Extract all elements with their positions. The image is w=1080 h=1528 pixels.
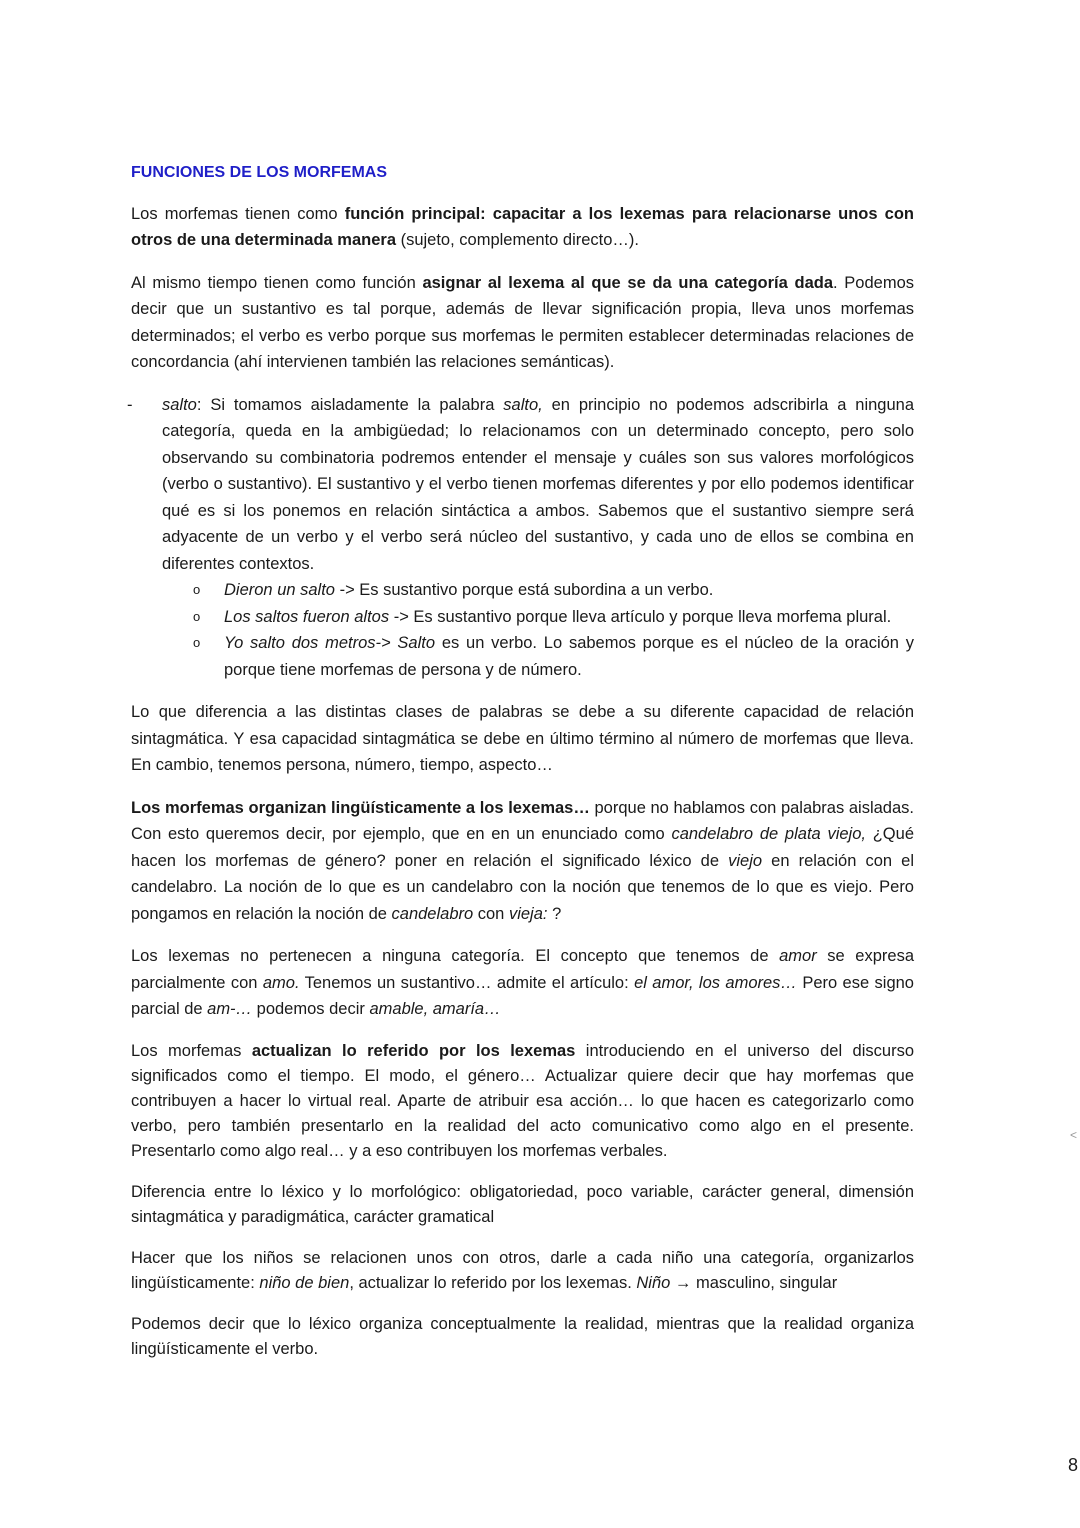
sub-list-item	[131, 630, 914, 683]
italic-text: am-…	[207, 1000, 253, 1018]
text: Tenemos un sustantivo… admite el artículo:	[299, 973, 635, 992]
italic-text: amo.	[262, 973, 300, 992]
bold-text: asignar al lexema al que se da una categoría dada	[422, 273, 834, 292]
paragraph-2	[131, 270, 914, 376]
paragraph-7: Diferencia entre lo léxico y lo morfológico: obligatoriedad, poco variable, carácter general, dimensión sintagmática y paradigmática, carácter gramatical	[131, 1182, 914, 1226]
italic-text: amable, amaría…	[369, 1000, 501, 1018]
text: : Si tomamos aisladamente la palabra	[196, 395, 504, 414]
bold-text: actualizan lo referido por los lexemas	[251, 1041, 576, 1060]
italic-text: candelabro de plata viejo,	[671, 825, 866, 843]
paragraph-5	[131, 943, 914, 1023]
italic-text: Niño	[636, 1273, 671, 1292]
text: , actualizar lo referido por los lexemas.	[349, 1273, 637, 1292]
text: podemos decir	[252, 1000, 370, 1018]
bold-text: Los morfemas organizan lingüísticamente a los lexemas…	[131, 798, 590, 817]
text: (sujeto, complemento directo…).	[396, 231, 640, 249]
text: es un verbo. Lo sabemos porque es el núcleo de la oración y porque tiene morfemas de persona y de número.	[224, 634, 914, 679]
section-heading: FUNCIONES DE LOS MORFEMAS	[131, 164, 388, 181]
italic-text: salto	[162, 395, 197, 414]
text: con	[473, 904, 509, 923]
sub-list-item	[131, 577, 914, 604]
paragraph-3: Lo que diferencia a las distintas clases de palabras se debe a su diferente capacidad de relación sintagmática. Y esa capacidad sintagmática se debe en último término al número de morfemas que lleva. En cambio, tenemos persona, número, tiempo, aspecto…	[131, 703, 914, 774]
text: Hacer que los niños se relacionen unos con otros, darle a cada niño una categoría, organizarlos lingüísticamente:	[131, 1248, 914, 1292]
text: Pero ese signo parcial de	[131, 973, 914, 1018]
page-number: 8	[1068, 1455, 1079, 1475]
italic-text: viejo	[728, 851, 763, 870]
sub-list	[131, 577, 914, 683]
document-body	[127, 160, 915, 1378]
text: Los morfemas	[131, 1041, 252, 1060]
paragraph-4	[131, 795, 914, 928]
paragraph-1	[131, 201, 914, 254]
italic-text: el amor, los amores…	[634, 973, 797, 992]
italic-text: candelabro	[391, 904, 474, 923]
text: introduciendo en el universo del discurso significados como el tiempo. El modo, el género… Actualizar quiere decir que hay morfemas que contribuyen a hacer lo virtual real. Aparte de atribuir esa acción… lo que hacen es categorizarlo como verbo, pero también presentarlo en la realidad del acto comunicativo como algo en el presente. Presentarlo como algo real… y a eso contribuyen los morfemas verbales.	[131, 1041, 914, 1160]
paragraph-6	[131, 1039, 914, 1164]
circle-bullet-icon: o	[193, 635, 201, 650]
text: → masculino, singular	[670, 1273, 838, 1292]
text: en principio no podemos adscribirla a ninguna categoría, queda en la ambigüedad; lo relacionamos con un determinado concepto, pero solo observando su combinatoria podremos entender el mensaje y cuáles son sus valores morfológicos (verbo o sustantivo). El sustantivo y el verbo tienen morfemas diferentes y por ello podemos identificar qué es si los ponemos en relación sintáctica a ambos. Sabemos que el sustantivo siempre será adyacente de un verbo y el verbo será núcleo del sustantivo, y cada uno de ellos se combina en diferentes contextos.	[162, 395, 914, 573]
text: -> Es sustantivo porque está subordina a un verbo.	[334, 581, 714, 599]
italic-text: amor	[779, 947, 817, 965]
italic-text: Dieron un salto	[224, 581, 335, 599]
text: porque no hablamos con palabras aisladas. Con esto queremos decir, por ejemplo, que en en un enunciado como	[131, 798, 914, 843]
text: ?	[547, 904, 562, 923]
circle-bullet-icon: o	[193, 582, 201, 597]
text: -> Es sustantivo porque lleva artículo y porque lleva morfema plural.	[389, 607, 892, 626]
italic-text: niño de bien	[259, 1273, 350, 1292]
text: ¿Qué hacen los morfemas de género? poner en relación el significado léxico de	[131, 825, 914, 870]
bold-text: función principal: capacitar a los lexemas para relacionarse unos con otros de una determinada manera	[131, 204, 915, 249]
italic-text: salto,	[503, 395, 543, 414]
text: . Podemos decir que un sustantivo es tal porque, además de llevar significación propia, lleva unos morfemas determinados; el verbo es verbo porque sus morfemas le permiten establecer determinadas relaciones de concordancia (ahí intervienen también las relaciones semánticas).	[131, 273, 914, 371]
italic-text: Los saltos fueron altos	[224, 607, 390, 626]
italic-text: Yo salto dos metros-> Salto	[224, 634, 436, 652]
margin-mark: <	[1070, 1128, 1078, 1142]
list-item-salto	[127, 392, 914, 578]
dash-bullet: -	[127, 395, 133, 414]
text: se expresa parcialmente con	[131, 947, 915, 992]
text: en relación con el candelabro. La noción de lo que es un candelabro con la noción que tenemos de lo que es viejo. Pero pongamos en relación la noción de	[131, 851, 914, 923]
text: Los lexemas no pertenecen a ninguna categoría. El concepto que tenemos de	[131, 947, 780, 965]
circle-bullet-icon: o	[193, 608, 201, 624]
italic-text: vieja:	[508, 904, 548, 923]
paragraph-9: Podemos decir que lo léxico organiza conceptualmente la realidad, mientras que la realidad organiza lingüísticamente el verbo.	[131, 1314, 914, 1358]
text: Al mismo tiempo tienen como función	[131, 273, 423, 292]
sub-list-item	[131, 604, 914, 631]
paragraph-8	[131, 1246, 914, 1296]
text: Los morfemas tienen como	[131, 204, 345, 223]
